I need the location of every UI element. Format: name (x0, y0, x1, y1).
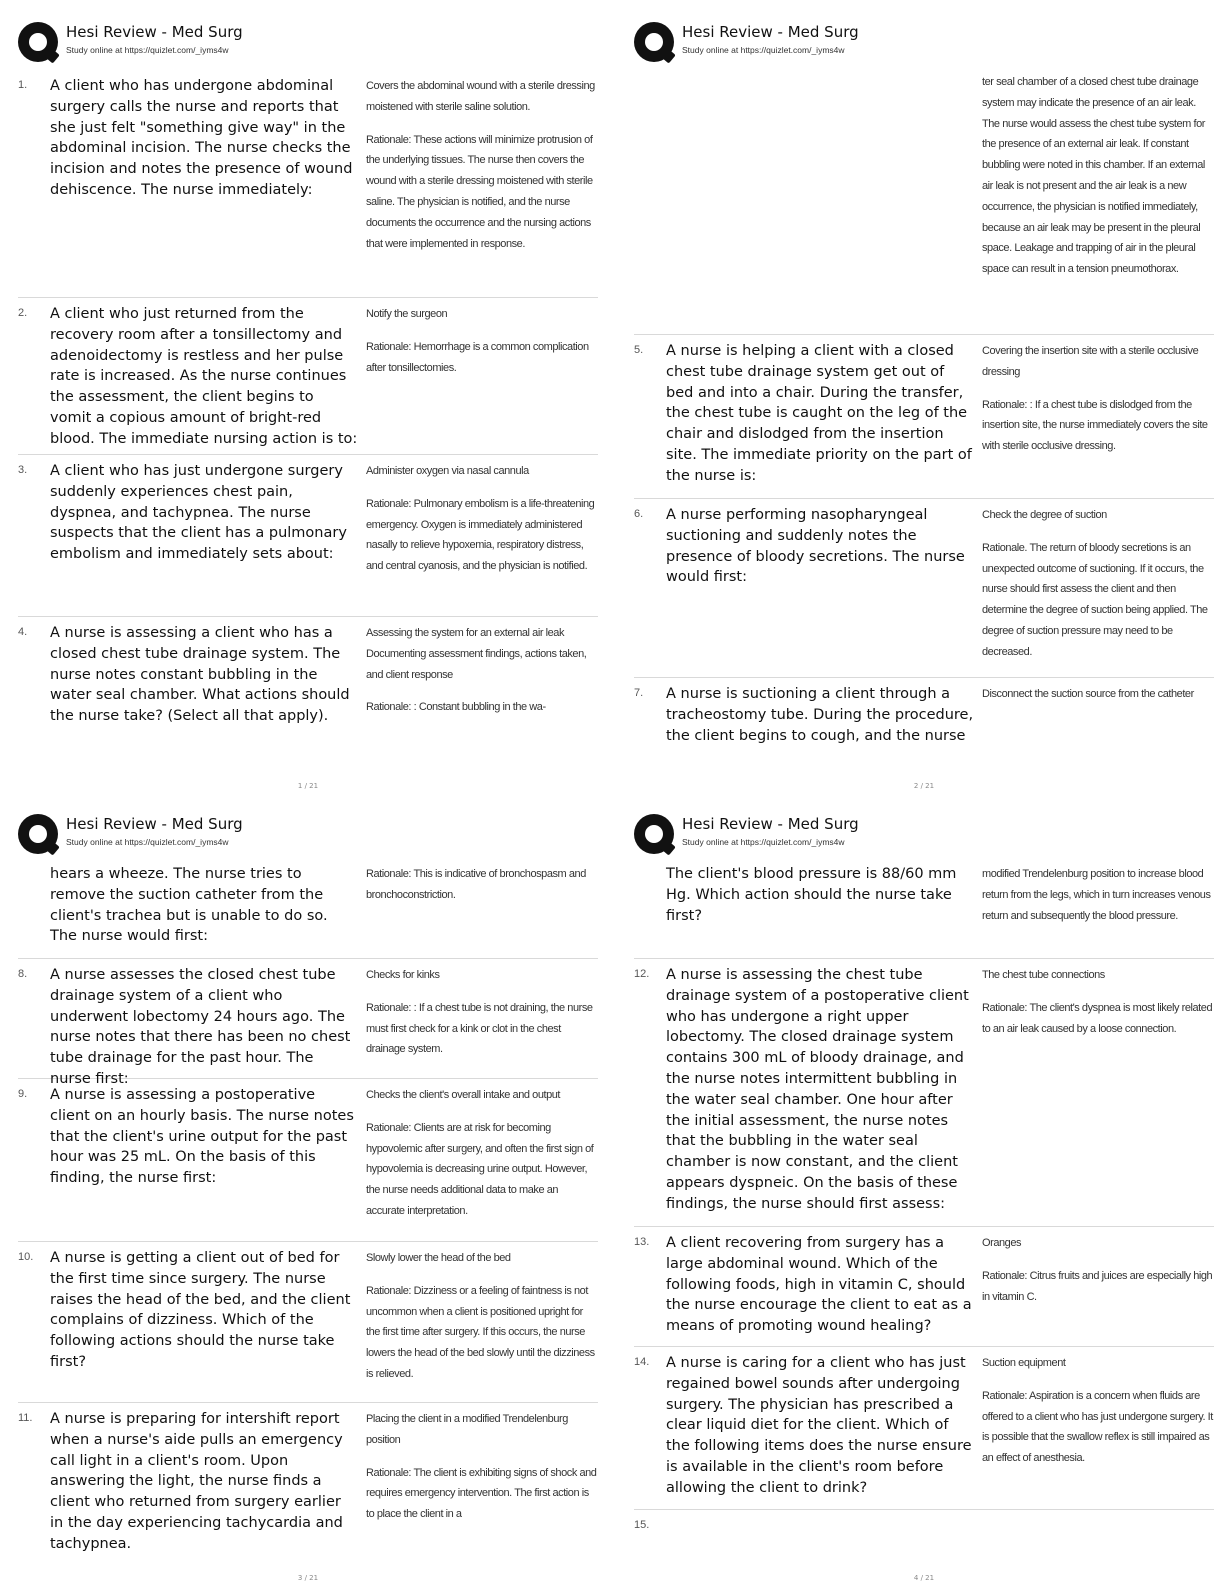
study-online-link[interactable]: Study online at https://quizlet.com/_iyms4w (66, 45, 229, 55)
card-number (634, 72, 666, 324)
question-text: A client who has just undergone surgery suddenly experiences chest pain, dyspnea, and tachypnea. The nurse suspects that the client has a pulmonary embolism and immediately sets about: (50, 463, 347, 563)
card-number: 4. (18, 626, 28, 638)
question-text: A client who has undergone abdominal surgery calls the nurse and reports that she just felt "something give way" in the abdominal incision. The nurse checks the incision and notes the presence of wound dehiscence. The nurse immediately: (50, 78, 353, 198)
page-header (18, 20, 598, 64)
card-number: 8. (18, 968, 28, 980)
flashcard-row (18, 1079, 598, 1242)
rationale-text: Rationale: Dizziness or a feeling of faintness is not uncommon when a client is positioned upright for the first time after surgery. If this occurs, the nurse lowers the head of the bed slowly until the dizziness is relieved. (366, 1284, 595, 1380)
rationale-text: Rationale: These actions will minimize protrusion of the underlying tissues. The nurse then covers the wound with a sterile dressing moistened with sterile saline. The physician is notified, and the nurse documents the occurrence and the nursing actions that were implemented in response. (366, 133, 593, 250)
answer-text: Covering the insertion site with a sterile occlusive dressing (982, 345, 1199, 378)
question-text: A nurse is assessing a postoperative client on an hourly basis. The nurse notes that the client's urine output for the past hour was 25 mL. On the basis of this finding, the nurse first: (50, 1087, 354, 1187)
answer-text: Assessing the system for an external air leak Documenting assessment findings, actions taken, and client response (366, 627, 587, 681)
rationale-text: Rationale: : If a chest tube is not draining, the nurse must first check for a kink or clot in the chest drainage system. (366, 1001, 593, 1056)
rationale-text: Rationale: This is indicative of bronchospasm and bronchoconstriction. (366, 868, 586, 901)
page-header (634, 20, 1214, 64)
flashcard-row (18, 298, 598, 455)
document-page (18, 20, 598, 790)
question-text: A nurse is helping a client with a closed chest tube drainage system get out of bed and into a chair. During the transfer, the chest tube is caught on the leg of the chair and dislodged from the insertion site. The immediate priority on the part of the nurse is: (666, 343, 972, 484)
flashcard-row (634, 959, 1214, 1227)
question-text: A nurse is suctioning a client through a tracheostomy tube. During the procedure, the client begins to cough, and the nurse (666, 686, 974, 744)
flashcard-row (18, 862, 598, 959)
document-page (634, 20, 1214, 790)
answer-text: Slowly lower the head of the bed (366, 1252, 511, 1264)
flashcard-row (18, 617, 598, 737)
card-number: 12. (634, 968, 650, 980)
flashcard-row (634, 862, 1214, 959)
quizlet-logo-icon (18, 22, 58, 62)
flashcard-row (18, 70, 598, 298)
page-header (634, 812, 1214, 856)
question-text: A client recovering from surgery has a large abdominal wound. Which of the following foods, high in vitamin C, should the nurse encourage the client to eat as a means of promoting wound healing? (666, 1235, 972, 1335)
quizlet-logo-icon (634, 22, 674, 62)
flashcard-row (18, 1242, 598, 1403)
study-online-link[interactable]: Study online at https://quizlet.com/_iyms4w (682, 45, 845, 55)
card-number: 6. (634, 508, 644, 520)
card-number: 14. (634, 1356, 650, 1368)
page-title: Hesi Review - Med Surg (66, 815, 243, 833)
flashcard-row (634, 70, 1214, 335)
flashcard-row (634, 678, 1214, 756)
answer-text: Suction equipment (982, 1357, 1066, 1369)
answer-text: Checks the client's overall intake and output (366, 1089, 561, 1101)
page-header (18, 812, 598, 856)
answer-text: Disconnect the suction source from the catheter (982, 688, 1194, 700)
question-text: The client's blood pressure is 88/60 mm Hg. Which action should the nurse take first? (666, 866, 957, 924)
page-title: Hesi Review - Med Surg (682, 23, 859, 41)
card-number: 2. (18, 307, 28, 319)
flashcard-row (18, 1403, 598, 1565)
page-number: 3 / 21 (297, 1574, 319, 1582)
study-online-link[interactable]: Study online at https://quizlet.com/_iyms4w (66, 837, 229, 847)
flashcard-row (634, 1347, 1214, 1510)
answer-text: Notify the surgeon (366, 308, 448, 320)
document-page (634, 812, 1214, 1582)
card-number: 1. (18, 79, 28, 91)
card-number: 3. (18, 464, 28, 476)
rationale-text: Rationale. The return of bloody secretions is an unexpected outcome of suctioning. If it occurs, the nurse should first assess the client and then determine the degree of suction being applied. The degree of suction pressure may need to be decreased. (982, 541, 1208, 658)
card-number: 13. (634, 1236, 650, 1248)
quizlet-logo-icon (634, 814, 674, 854)
answer-text: Oranges (982, 1237, 1022, 1249)
answer-text: Checks for kinks (366, 969, 440, 981)
study-online-link[interactable]: Study online at https://quizlet.com/_iyms4w (682, 837, 845, 847)
flashcard-row (634, 1510, 1214, 1541)
card-number: 15. (634, 1519, 650, 1531)
card-number: 5. (634, 344, 644, 356)
card-number: 10. (18, 1251, 34, 1263)
rationale-text: Rationale: Clients are at risk for becoming hypovolemic after surgery, and often the first sign of hypovolemia is decreasing urine output. However, the nurse needs additional data to make an accurate interpretation. (366, 1121, 594, 1217)
page-title: Hesi Review - Med Surg (682, 815, 859, 833)
flashcard-row (18, 455, 598, 617)
question-text: A client who just returned from the recovery room after a tonsillectomy and adenoidectomy is restless and her pulse rate is increased. As the nurse continues the assessment, the client begins to vomit a copious amount of bright-red blood. The immediate nursing action is to: (50, 306, 358, 447)
question-text: A nurse is getting a client out of bed for the first time since surgery. The nurse raises the head of the bed, and the client complains of dizziness. Which of the following actions should the nurse take first? (50, 1250, 351, 1370)
page-number: 1 / 21 (297, 782, 319, 790)
question-text: A nurse assesses the closed chest tube drainage system of a client who underwent lobectomy 24 hours ago. The nurse notes that there has been no chest tube drainage for the past hour. The nurse first: (50, 967, 351, 1087)
quizlet-logo-icon (18, 814, 58, 854)
page-number: 2 / 21 (913, 782, 935, 790)
question-text (666, 72, 982, 324)
rationale-text: Rationale: Pulmonary embolism is a life-threatening emergency. Oxygen is immediately administered nasally to relieve hypoxemia, respiratory distress, and central cyanosis, and the physician is notified. (366, 497, 595, 573)
rationale-text: Rationale: : Constant bubbling in the wa- (366, 701, 546, 714)
card-number (18, 864, 50, 948)
question-text: hears a wheeze. The nurse tries to remove the suction catheter from the client's trachea but is unable to do so. The nurse would first: (50, 866, 328, 945)
rationale-text: Rationale: Hemorrhage is a common complication after tonsillectomies. (366, 340, 589, 374)
answer-text: Placing the client in a modified Trendelenburg position (366, 1413, 568, 1446)
answer-text: Covers the abdominal wound with a sterile dressing moistened with sterile saline solution. (366, 80, 595, 113)
flashcard-row (634, 335, 1214, 499)
card-number (634, 864, 666, 948)
page-number: 4 / 21 (913, 1574, 935, 1582)
document-page (18, 812, 598, 1582)
question-text: A nurse performing nasopharyngeal suctioning and suddenly notes the presence of bloody secretions. The nurse would first: (666, 507, 965, 586)
answer-text: Check the degree of suction (982, 509, 1107, 521)
card-number: 7. (634, 687, 644, 699)
flashcard-row (634, 499, 1214, 678)
answer-text: The chest tube connections (982, 969, 1105, 981)
rationale-text: Rationale: Citrus fruits and juices are especially high in vitamin C. (982, 1269, 1213, 1303)
rationale-text: ter seal chamber of a closed chest tube drainage system may indicate the presence of an air leak. The nurse would assess the chest tube system for the presence of an external air leak. If constant bubbling were noted in this chamber. If an external air leak is not present and the air leak is a new occurrence, the physician is notified immediately, because an air leak may be present in the pleural space. Leakage and trapping of air in the pleural space can result in a tension pneumothorax. (982, 76, 1205, 276)
question-text: A nurse is caring for a client who has just regained bowel sounds after undergoing surgery. The physician has prescribed a clear liquid diet for the client. Which of the following items does the nurse ensure is available in the client's room before allowing the client to drink? (666, 1355, 972, 1496)
rationale-text: modified Trendelenburg position to increase blood return from the legs, which in turn increases venous return and subsequently the blood pressure. (982, 868, 1211, 922)
card-number: 9. (18, 1088, 28, 1100)
question-text: A nurse is assessing a client who has a closed chest tube drainage system. The nurse notes constant bubbling in the water seal chamber. What actions should the nurse take? (Select all that apply). (50, 625, 350, 725)
answer-text: Administer oxygen via nasal cannula (366, 465, 529, 477)
card-number: 11. (18, 1412, 33, 1424)
rationale-text: Rationale: The client is exhibiting signs of shock and requires emergency intervention. The first action is to place the client in a (366, 1466, 597, 1521)
flashcard-row (18, 959, 598, 1087)
page-title: Hesi Review - Med Surg (66, 23, 243, 41)
rationale-text: Rationale: Aspiration is a concern when fluids are offered to a client who has just undergone surgery. It is possible that the swallow reflex is still impaired as an effect of anesthesia. (982, 1389, 1213, 1465)
question-text: A nurse is preparing for intershift report when a nurse's aide pulls an emergency call light in a client's room. Upon answering the light, the nurse finds a client who returned from surgery earlier in the day experiencing tachycardia and tachypnea. (50, 1411, 343, 1552)
question-text: A nurse is assessing the chest tube drainage system of a postoperative client who has undergone a right upper lobectomy. The closed drainage system contains 300 mL of bloody drainage, and the nurse notes intermittent bubbling in the water seal chamber. One hour after the initial assessment, the nurse notes that the bubbling in the water seal chamber is now constant, and the client appears dyspneic. On the basis of these findings, the nurse should first assess: (666, 967, 969, 1212)
question-text (666, 1516, 982, 1531)
flashcard-row (634, 1227, 1214, 1347)
rationale-text: Rationale: The client's dyspnea is most likely related to an air leak caused by a loose connection. (982, 1001, 1213, 1035)
rationale-text: Rationale: : If a chest tube is dislodged from the insertion site, the nurse immediately covers the site with sterile occlusive dressing. (982, 398, 1208, 453)
